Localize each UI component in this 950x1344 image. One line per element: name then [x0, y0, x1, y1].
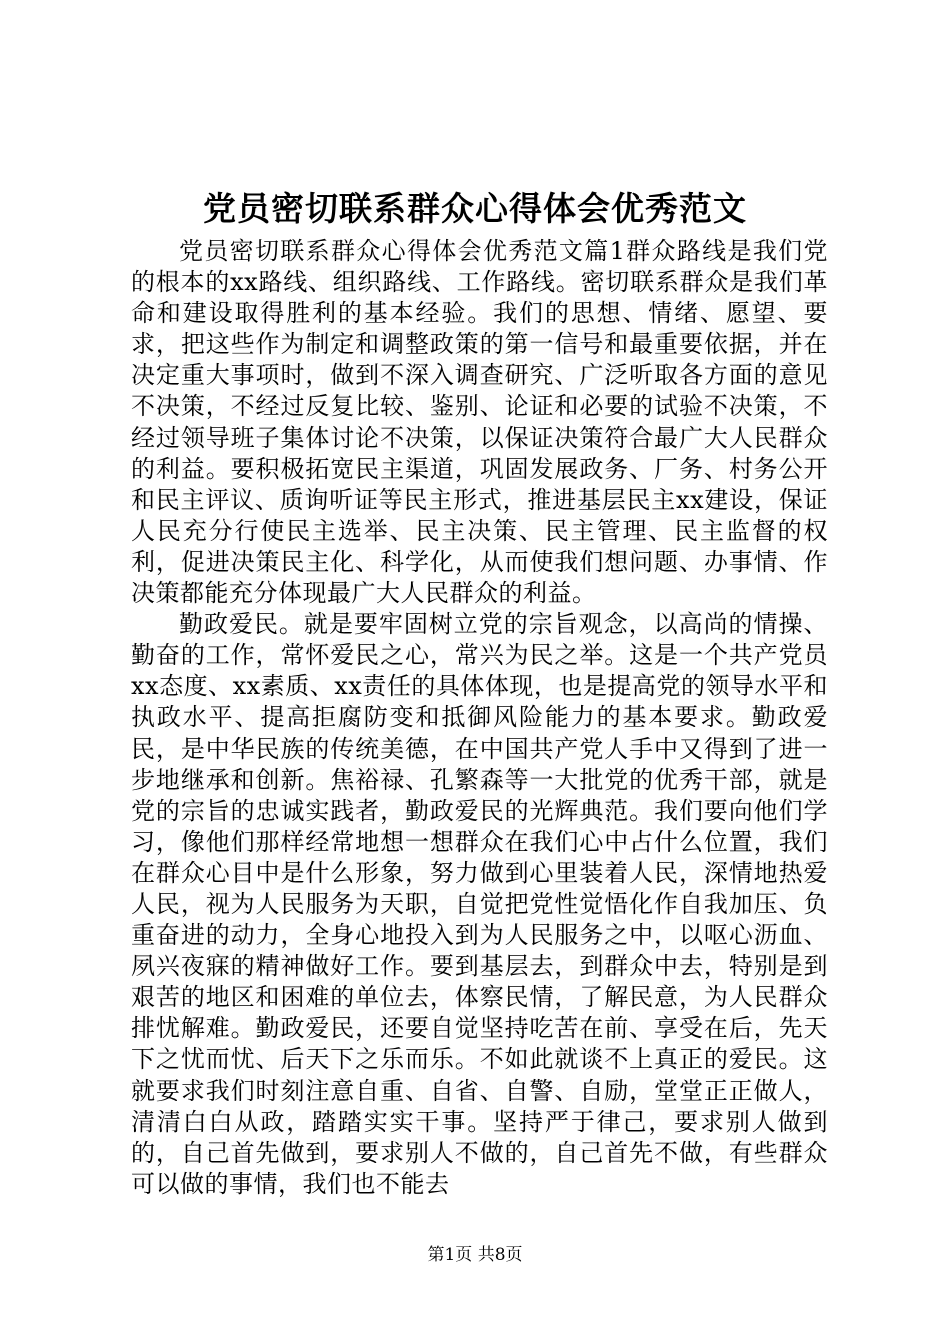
paragraph-1: 党员密切联系群众心得体会优秀范文篇1群众路线是我们党的根本的xx路线、组织路线、工作路线。密切联系群众是我们革命和建设取得胜利的基本经验。我们的思想、情绪、愿望、要求，把这些作为制定和调整政策的第一信号和最重要依据，并在决定重大事项时，做到不深入调查研究、广泛听取各方面的意见不决策，不经过反复比较、鉴别、论证和必要的试验不决策，不经过领导班子集体讨论不决策，以保证决策符合最广大人民群众的利益。要积极拓宽民主渠道，巩固发展政务、厂务、村务公开和民主评议、质询听证等民主形式，推进基层民主xx建设，保证人民充分行使民主选举、民主决策、民主管理、民主监督的权利，促进决策民主化、科学化，从而使我们想问题、办事情、作决策都能充分体现最广大人民群众的利益。	[131, 237, 828, 608]
document-body	[131, 236, 828, 1200]
page-number: 第1页 共8页	[427, 1245, 523, 1265]
document-title: 党员密切联系群众心得体会优秀范文	[203, 189, 747, 228]
paragraph-2: 勤政爱民。就是要牢固树立党的宗旨观念，以高尚的情操、勤奋的工作，常怀爱民之心，常兴为民之举。这是一个共产党员xx态度、xx素质、xx责任的具体体现，也是提高党的领导水平和执政水平、提高拒腐防变和抵御风险能力的基本要求。勤政爱民，是中华民族的传统美德，在中国共产党人手中又得到了进一步地继承和创新。焦裕禄、孔繁森等一大批党的优秀干部，就是党的宗旨的忠诚实践者，勤政爱民的光辉典范。我们要向他们学习，像他们那样经常地想一想群众在我们心中占什么位置，我们在群众心目中是什么形象，努力做到心里装着人民，深情地热爱人民，视为人民服务为天职，自觉把党性觉悟化作自我加压、负重奋进的动力，全身心地投入到为人民服务之中，以呕心沥血、夙兴夜寐的精神做好工作。要到基层去，到群众中去，特别是到艰苦的地区和困难的单位去，体察民情，了解民意，为人民群众排忧解难。勤政爱民，还要自觉坚持吃苦在前、享受在后，先天下之忧而忧、后天下之乐而乐。不如此就谈不上真正的爱民。这就要求我们时刻注意自重、自省、自警、自励，堂堂正正做人，清清白白从政，踏踏实实干事。坚持严于律己，要求别人做到的，自己首先做到，要求别人不做的，自己首先不做，有些群众可以做的事情，我们也不能去	[131, 610, 828, 1198]
